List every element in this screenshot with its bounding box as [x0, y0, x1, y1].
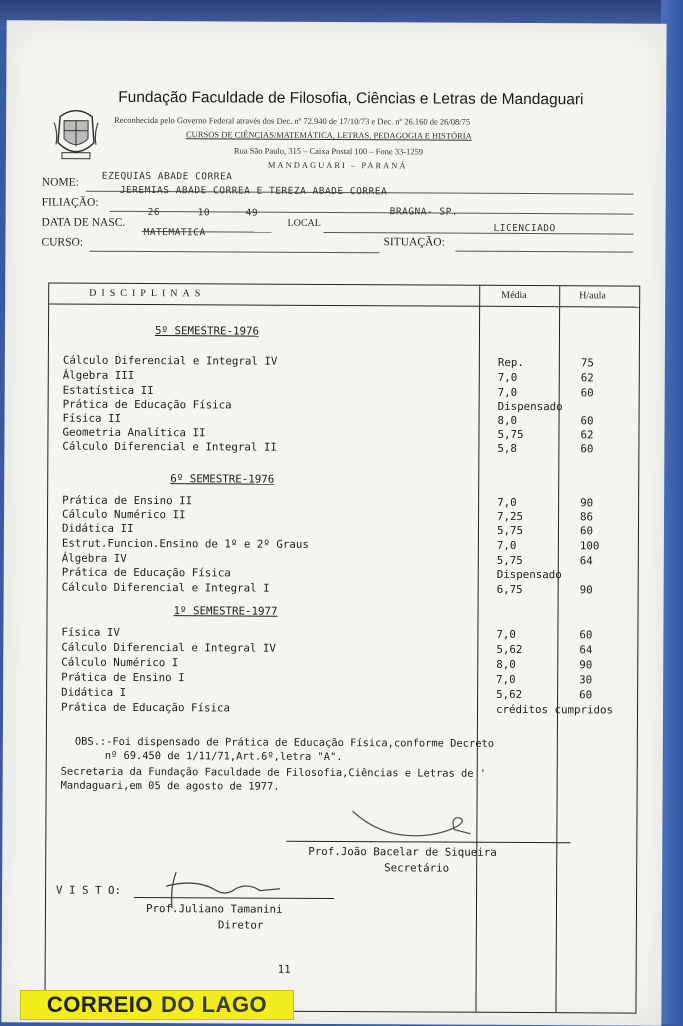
director-role: Diretor [218, 918, 264, 931]
nome-label: NOME: [42, 176, 79, 188]
discipline-name: Cálculo Numérico II [62, 508, 186, 522]
hours-value: 64 [580, 554, 593, 567]
grade-value: 5,8 [497, 442, 517, 455]
grade-value: Dispensado [497, 568, 562, 581]
discipline-name: Física II [63, 412, 122, 425]
obs-line-1: OBS.:-Foi dispensado de Prática de Educação Física,conforme Decreto [75, 736, 494, 750]
crest-icon [50, 103, 102, 163]
secretary-signature-icon [346, 803, 476, 844]
hours-value: 100 [580, 539, 600, 552]
filiacao-line [110, 211, 634, 215]
discipline-name: Prática de Ensino I [61, 671, 185, 685]
semester-title: 1º SEMESTRE-1977 [174, 604, 278, 618]
grade-value: 7,0 [498, 386, 518, 399]
hours-value: 90 [580, 496, 593, 509]
hours-value: 60 [580, 524, 593, 537]
grade-value: 7,0 [498, 371, 518, 384]
grade-value: 7,0 [496, 628, 516, 641]
discipline-name: Cálculo Numérico I [61, 656, 178, 670]
grade-value: 5,75 [497, 554, 523, 567]
discipline-name: Prática de Educação Física [61, 701, 230, 715]
visto-label: V I S T O: [56, 884, 121, 897]
hours-value: 60 [579, 628, 592, 641]
hours-value: 60 [580, 442, 593, 455]
grade-value: 5,62 [496, 688, 522, 701]
nasc-label: DATA DE NASC. [42, 216, 126, 228]
grade-value: Dispensado [498, 400, 563, 413]
discipline-name: Cálculo Diferencial e Integral IV [61, 641, 276, 655]
hours-value: 86 [580, 510, 593, 523]
nasc-month: 10 [198, 207, 211, 218]
table-row [47, 701, 637, 718]
obs-line-3: Secretaria da Fundação Faculdade de Filosofia,Ciências e Letras de ' [61, 766, 486, 780]
local-label: LOCAL [288, 218, 321, 229]
obs-line-4: Mandaguari,em 05 de agosto de 1977. [61, 780, 280, 793]
nome-value: EZEQUIAS ABADE CORREA [102, 171, 233, 183]
hours-value: 60 [579, 688, 592, 701]
grade-value: Rep. [498, 356, 524, 369]
institution-name: Fundação Faculdade de Filosofia, Ciências e Letras de Mandaguari [118, 89, 583, 109]
obs-line-2: nº 69.450 de 1/11/71,Art.6º,letra "A". [105, 750, 343, 763]
filiacao-value: JEREMIAS ABADE CORREA E TEREZA ABADE CORREA [120, 185, 388, 197]
discipline-name: Estrut.Funcion.Ensino de 1º e 2º Graus [62, 537, 309, 551]
hours-value: 75 [581, 356, 594, 369]
hours-value: 30 [579, 673, 592, 686]
discipline-name: Cálculo Diferencial e Integral I [62, 581, 270, 595]
semester-title: 6º SEMESTRE-1976 [170, 472, 274, 486]
table-row [48, 440, 638, 457]
table-row [48, 581, 638, 598]
grade-value: 5,62 [496, 643, 522, 656]
watermark-word-2: DO LAGO [161, 992, 267, 1018]
curso-line [89, 251, 379, 254]
hours-value: 60 [581, 414, 594, 427]
col-media: Média [501, 290, 527, 301]
grade-value: 7,0 [497, 496, 517, 509]
grade-value: créditos cumpridos [496, 703, 613, 717]
situacao-line [455, 251, 633, 253]
transcript-page [1, 20, 666, 1025]
grade-value: 5,75 [497, 428, 523, 441]
grade-value: 5,75 [497, 524, 523, 537]
grade-value: 7,25 [497, 510, 523, 523]
hours-value: 90 [579, 658, 592, 671]
hours-value: 60 [581, 386, 594, 399]
nasc-day: 26 [148, 207, 161, 218]
secretary-name: Prof.João Bacelar de Siqueira [308, 845, 497, 859]
discipline-name: Álgebra IV [62, 552, 127, 565]
discipline-name: Física IV [61, 626, 120, 639]
grades-table [44, 283, 640, 1014]
grade-value: 7,0 [496, 673, 516, 686]
discipline-name: Geometria Analítica II [62, 426, 205, 440]
curso-label: CURSO: [41, 236, 83, 248]
col-disciplinas: DISCIPLINAS [89, 288, 205, 300]
hours-value: 62 [581, 371, 594, 384]
discipline-name: Didática II [62, 522, 134, 535]
grade-value: 8,0 [498, 414, 518, 427]
page-number: 11 [278, 963, 291, 976]
discipline-name: Didática I [61, 686, 126, 699]
situacao-label: SITUAÇÃO: [383, 236, 444, 248]
director-name: Prof.Juliano Tamanini [146, 902, 283, 916]
grade-value: 8,0 [496, 658, 516, 671]
address-line: Rua São Paulo, 315 – Caixa Postal 100 – Fone 33-1259 [234, 145, 423, 156]
hours-value: 64 [579, 643, 592, 656]
recognition-line: Reconhecida pelo Governo Federal através dos Dec. nº 72.940 de 17/10/73 e Dec. nº 26.160 de 26/08/75 [114, 115, 470, 127]
discipline-name: Álgebra III [63, 369, 135, 382]
discipline-name: Cálculo Diferencial e Integral II [62, 440, 277, 454]
discipline-name: Cálculo Diferencial e Integral IV [63, 354, 278, 368]
situacao-value: LICENCIADO [494, 223, 556, 234]
discipline-name: Prática de Ensino II [62, 494, 192, 508]
filiacao-label: FILIAÇÃO: [42, 196, 99, 208]
semester-title: 5º SEMESTRE-1976 [155, 324, 259, 338]
col-haula: H/aula [579, 290, 606, 301]
local-value: BRAGNA- SP. [390, 206, 458, 217]
curso-value: MATEMATICA [143, 227, 205, 238]
courses-line: CURSOS DE CIÊNCIAS/MATEMÁTICA, LETRAS, PEDAGOGIA E HISTÓRIA [186, 129, 472, 140]
city-line: MANDAGUARI – PARANÁ [268, 160, 408, 171]
hours-value: 62 [580, 428, 593, 441]
discipline-name: Prática de Educação Física [62, 566, 231, 580]
grade-value: 6,75 [497, 583, 523, 596]
grade-value: 7,0 [497, 539, 517, 552]
local-line [324, 232, 634, 235]
nasc-year: 49 [246, 208, 259, 219]
watermark-word-1: CORREIO [47, 992, 153, 1018]
secretary-role: Secretário [384, 861, 449, 874]
discipline-name: Prática de Educação Física [63, 398, 232, 412]
discipline-name: Estatística II [63, 384, 154, 397]
hours-value: 90 [580, 583, 593, 596]
watermark-logo [20, 990, 294, 1020]
